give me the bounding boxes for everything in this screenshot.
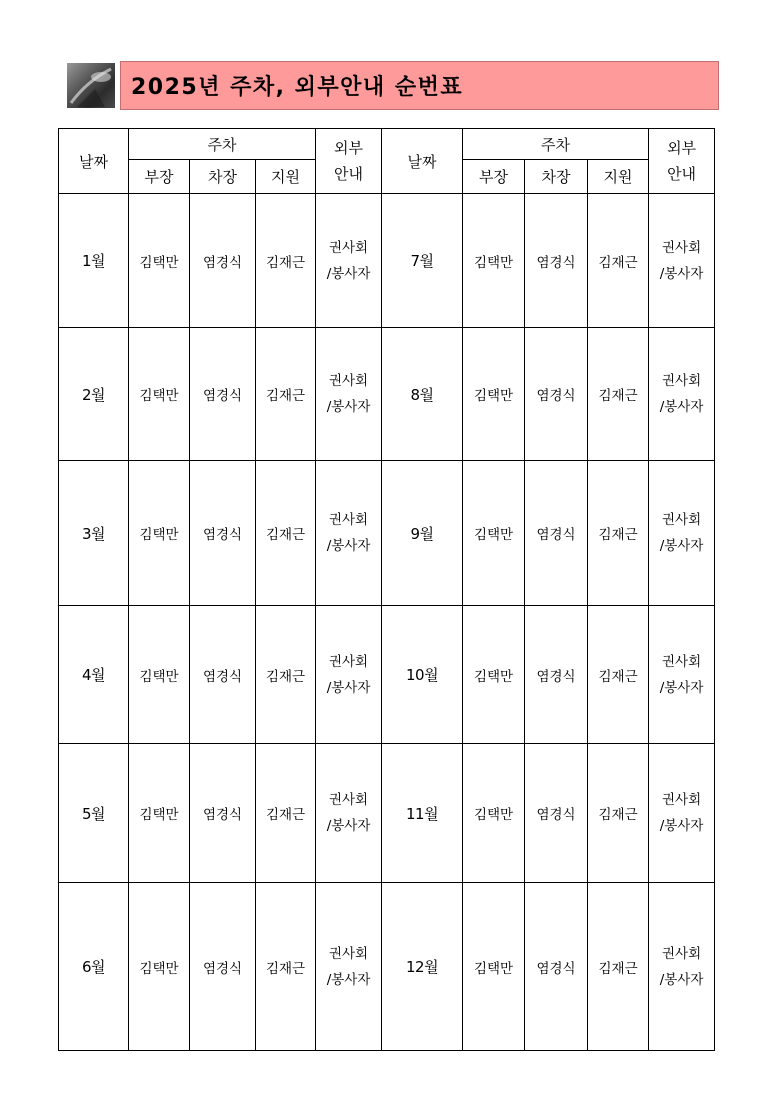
- title-banner: [120, 61, 719, 110]
- header-parking-label: 주차: [207, 135, 237, 154]
- support-cell: 김재근: [588, 744, 649, 883]
- outer-guide-cell: [316, 744, 382, 883]
- outer-guide-line2: /봉사자: [659, 818, 704, 834]
- support-cell: 김재근: [588, 194, 649, 328]
- deputy-cell: 염경식: [190, 744, 256, 883]
- outer-guide-line2: /봉사자: [659, 971, 704, 988]
- manager-cell: 김택만: [463, 328, 525, 461]
- header-row-top: [59, 129, 715, 160]
- table-row: [59, 328, 715, 461]
- manager-cell: 김택만: [129, 883, 190, 1051]
- header-date-label: 날짜: [79, 152, 108, 171]
- month-cell: 12월: [382, 883, 463, 1051]
- outer-guide-line2: /봉사자: [326, 399, 371, 415]
- header-photo-logo: [67, 63, 115, 108]
- outer-guide-cell: [649, 883, 715, 1051]
- header-outer-line1: 외부: [667, 139, 697, 157]
- outer-guide-line1: 권사회: [328, 945, 369, 962]
- outer-guide-line1: 권사회: [328, 239, 369, 256]
- outer-guide-cell: [316, 606, 382, 744]
- support-cell: 김재근: [588, 606, 649, 744]
- month-cell: 3월: [59, 461, 129, 606]
- outer-guide-cell: [649, 328, 715, 461]
- manager-cell: 김택만: [463, 194, 525, 328]
- manager-cell: 김택만: [129, 194, 190, 328]
- month-cell: 5월: [59, 744, 129, 883]
- manager-cell: 김택만: [129, 461, 190, 606]
- table-row: [59, 883, 715, 1051]
- outer-guide-line2: /봉사자: [326, 538, 371, 554]
- deputy-cell: 염경식: [525, 744, 588, 883]
- manager-cell: 김택만: [463, 461, 525, 606]
- table-row: [59, 606, 715, 744]
- photo-graphic: [67, 63, 115, 108]
- support-cell: 김재근: [588, 461, 649, 606]
- manager-cell: 김택만: [463, 606, 525, 744]
- month-cell: 2월: [59, 328, 129, 461]
- deputy-cell: 염경식: [190, 606, 256, 744]
- header-outer-guide-right: [649, 129, 715, 194]
- header-deputy: 차장: [190, 160, 256, 194]
- month-cell: 10월: [382, 606, 463, 744]
- outer-guide-line1: 권사회: [662, 792, 702, 808]
- month-cell: 9월: [382, 461, 463, 606]
- header-outer-line2: 안내: [667, 165, 697, 183]
- month-cell: 8월: [382, 328, 463, 461]
- header-parking-right: [463, 129, 649, 160]
- support-cell: 김재근: [256, 744, 316, 883]
- header-date: [59, 129, 129, 194]
- outer-guide-line2: /봉사자: [659, 538, 704, 554]
- month-cell: 7월: [382, 194, 463, 328]
- manager-cell: 김택만: [129, 744, 190, 883]
- header-manager-right: 부장: [463, 160, 525, 194]
- manager-cell: 김택만: [463, 883, 525, 1051]
- outer-guide-line1: 권사회: [662, 239, 702, 256]
- outer-guide-line1: 권사회: [662, 512, 702, 528]
- manager-cell: 김택만: [129, 328, 190, 461]
- deputy-cell: 염경식: [190, 194, 256, 328]
- page-title: 2025년 주차, 외부안내 순번표: [131, 75, 464, 100]
- deputy-cell: 염경식: [525, 194, 588, 328]
- outer-guide-line1: 권사회: [328, 653, 369, 670]
- outer-guide-line1: 권사회: [328, 792, 369, 808]
- header-support-right: 지원: [588, 160, 649, 194]
- outer-guide-cell: [649, 744, 715, 883]
- manager-cell: 김택만: [463, 744, 525, 883]
- table-row: [59, 744, 715, 883]
- month-cell: 1월: [59, 194, 129, 328]
- support-cell: 김재근: [588, 328, 649, 461]
- outer-guide-line1: 권사회: [662, 945, 702, 962]
- outer-guide-line2: /봉사자: [326, 971, 371, 988]
- table-row: [59, 461, 715, 606]
- outer-guide-cell: [649, 194, 715, 328]
- header-deputy-right: 차장: [525, 160, 588, 194]
- header-outer-line2: 안내: [334, 165, 364, 183]
- header-date-right: [382, 129, 463, 194]
- deputy-cell: 염경식: [525, 883, 588, 1051]
- support-cell: 김재근: [256, 194, 316, 328]
- deputy-cell: 염경식: [190, 328, 256, 461]
- outer-guide-line1: 권사회: [662, 653, 702, 670]
- support-cell: 김재근: [588, 883, 649, 1051]
- schedule-body: [59, 194, 715, 1051]
- outer-guide-cell: [649, 461, 715, 606]
- outer-guide-line2: /봉사자: [326, 679, 371, 696]
- support-cell: 김재근: [256, 461, 316, 606]
- outer-guide-cell: [316, 194, 382, 328]
- header-manager: 부장: [129, 160, 190, 194]
- header-parking: [129, 129, 316, 160]
- deputy-cell: 염경식: [190, 883, 256, 1051]
- deputy-cell: 염경식: [525, 328, 588, 461]
- header-support: 지원: [256, 160, 316, 194]
- outer-guide-line2: /봉사자: [659, 399, 704, 415]
- support-cell: 김재근: [256, 328, 316, 461]
- support-cell: 김재근: [256, 606, 316, 744]
- header-parking-label: 주차: [541, 135, 571, 154]
- table-row: [59, 194, 715, 328]
- manager-cell: 김택만: [129, 606, 190, 744]
- outer-guide-cell: [316, 461, 382, 606]
- schedule-table: [58, 128, 715, 1051]
- header-outer-guide: [316, 129, 382, 194]
- outer-guide-line2: /봉사자: [326, 818, 371, 834]
- support-cell: 김재근: [256, 883, 316, 1051]
- deputy-cell: 염경식: [525, 461, 588, 606]
- month-cell: 4월: [59, 606, 129, 744]
- outer-guide-line1: 권사회: [328, 512, 369, 528]
- outer-guide-line1: 권사회: [328, 373, 369, 389]
- outer-guide-cell: [316, 328, 382, 461]
- month-cell: 6월: [59, 883, 129, 1051]
- deputy-cell: 염경식: [525, 606, 588, 744]
- outer-guide-cell: [316, 883, 382, 1051]
- header-date-label: 날짜: [407, 152, 437, 171]
- outer-guide-cell: [649, 606, 715, 744]
- deputy-cell: 염경식: [190, 461, 256, 606]
- month-cell: 11월: [382, 744, 463, 883]
- outer-guide-line2: /봉사자: [659, 265, 704, 282]
- header-outer-line1: 외부: [334, 139, 364, 157]
- outer-guide-line1: 권사회: [662, 373, 702, 389]
- outer-guide-line2: /봉사자: [659, 679, 704, 696]
- outer-guide-line2: /봉사자: [326, 265, 371, 282]
